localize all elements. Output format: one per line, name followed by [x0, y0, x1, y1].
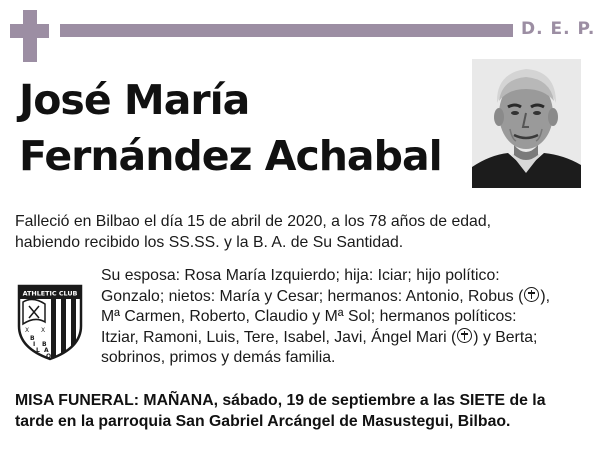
- name-line-1: José María: [19, 76, 250, 124]
- cross-circle-icon: [524, 287, 539, 302]
- name-line-2: Fernández Achabal: [19, 132, 442, 180]
- funeral-line-2: tarde en la parroquia San Gabriel Arcángel de Masustegui, Bilbao.: [15, 413, 511, 430]
- cross-circle-icon: [457, 328, 472, 343]
- svg-text:A: A: [44, 347, 49, 354]
- intro-line-2: habiendo recibido los SS.SS. y la B. A. de Su Santidad.: [15, 233, 404, 251]
- family-line-3: Mª Carmen, Roberto, Claudio y Mª Sol; hermanos políticos:: [101, 308, 517, 325]
- family-line-1: Su esposa: Rosa María Izquierdo; hija: Iciar; hijo político:: [101, 267, 500, 284]
- svg-text:O: O: [46, 353, 52, 360]
- portrait-photo: [472, 59, 581, 188]
- family-list: [101, 266, 586, 369]
- family-line-4: Itziar, Ramoni, Luis, Tere, Isabel, Javi, Ángel Mari ( ) y Berta;: [101, 328, 538, 346]
- svg-text:B: B: [42, 341, 47, 348]
- svg-text:X: X: [41, 327, 46, 334]
- svg-text:X: X: [25, 327, 30, 334]
- svg-text:B: B: [30, 335, 35, 342]
- svg-text:I: I: [33, 341, 36, 348]
- portrait-icon: [472, 59, 581, 188]
- svg-text:L: L: [36, 347, 40, 354]
- family-line-2: Gonzalo; nietos: María y Cesar; hermanos: Antonio, Robus ( ),: [101, 287, 550, 305]
- intro-line-1: Falleció en Bilbao el día 15 de abril de 2020, a los 78 años de edad,: [15, 213, 492, 230]
- cross-horizontal-bar: [10, 24, 49, 38]
- funeral-line-1: MISA FUNERAL: MAÑANA, sábado, 19 de septiembre a las SIETE de la: [15, 392, 546, 409]
- death-notice-text: [15, 212, 590, 253]
- funeral-notice: [15, 390, 590, 432]
- dep-label: D. E. P.: [521, 19, 596, 39]
- athletic-club-crest-icon: [15, 282, 85, 362]
- crest-text: ATHLETIC CLUB: [22, 289, 78, 298]
- deceased-name: [19, 72, 442, 184]
- family-line-5: sobrinos, primos y demás familia.: [101, 349, 336, 366]
- header-rule: [60, 24, 513, 37]
